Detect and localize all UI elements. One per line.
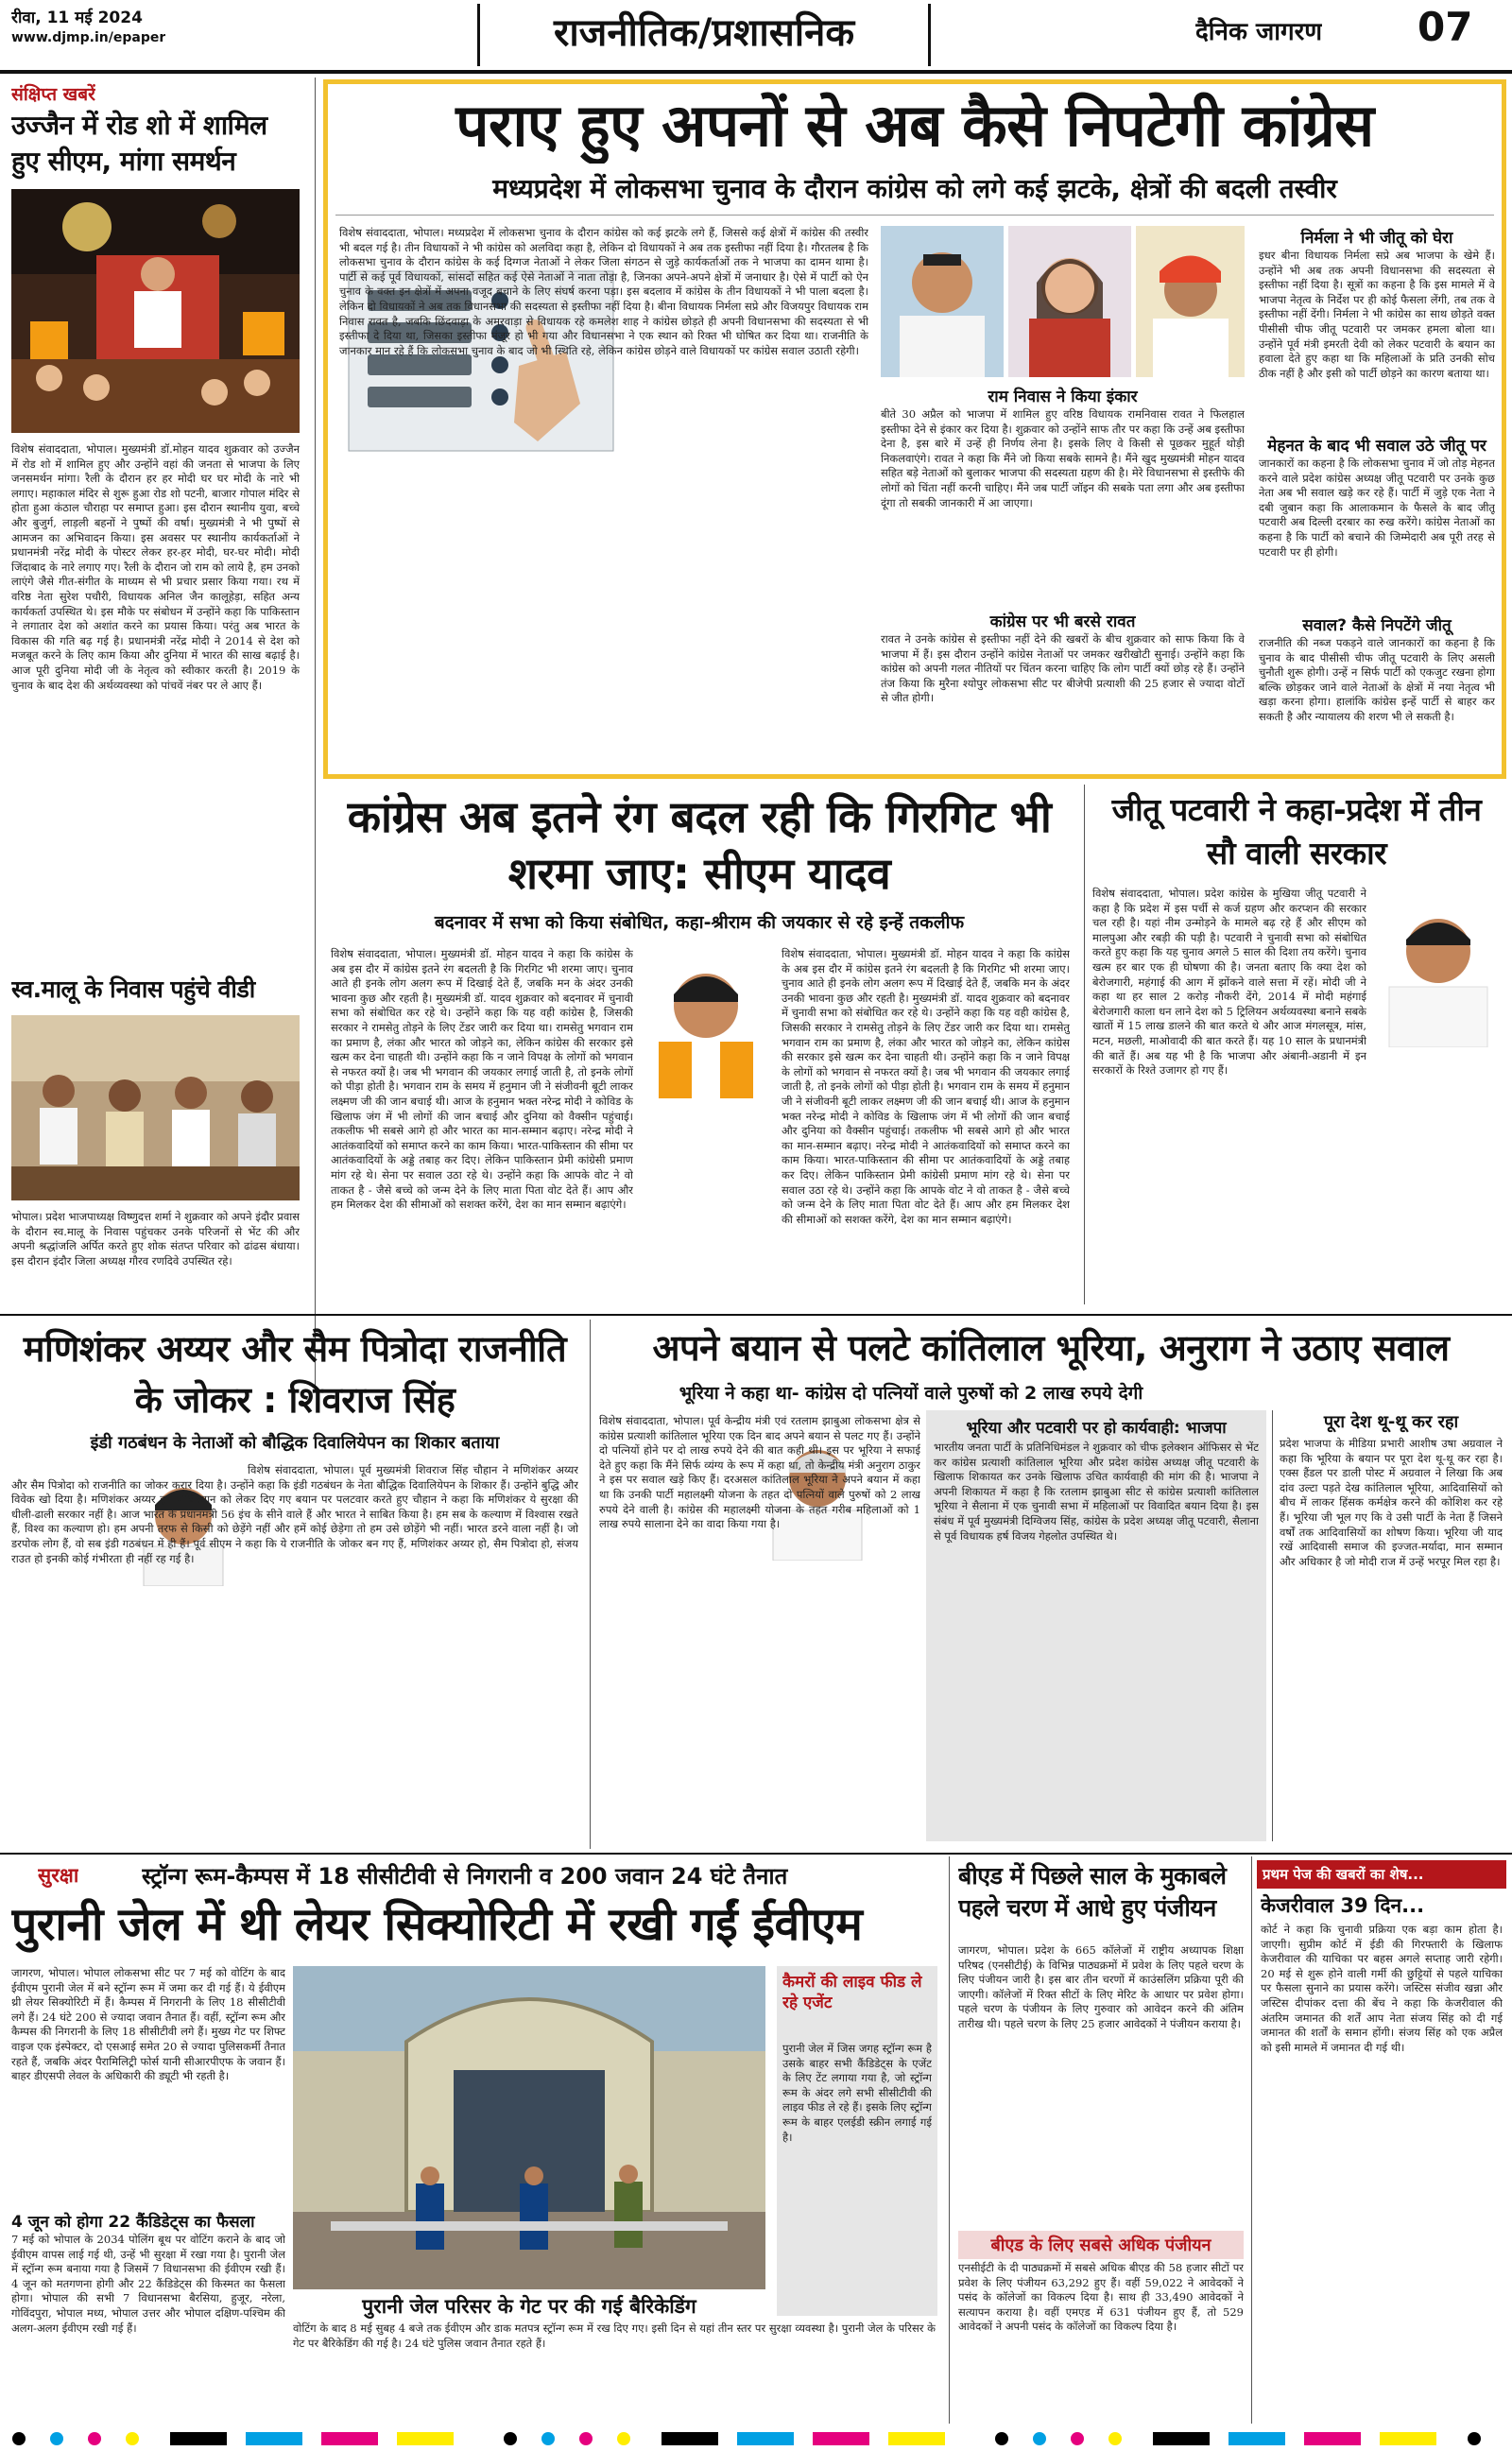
masthead-rule: [0, 70, 1512, 74]
row-rule-2: [0, 1853, 1512, 1855]
shivraj-story: [0, 1320, 586, 1849]
bhuria-side-body: प्रदेश भाजपा के मीडिया प्रभारी आशीष उषा अग्रवाल ने कहा कि भूरिया के बयान पर पूरा देश थू-थू कर रहा है। एक्स हैंडल पर डाली पोस्ट में अग्रवाल ने लिखा कि अब दांव उल्टा पड़ते देख कांतिलाल भूरिया, आदिवासियों को बीच में लाकर हिंसक कर्मक्षेत्र करने की कोशिश कर रहे हैं। भूरिया जी भूल गए कि वे उसी पार्टी के नेता हैं जिसने वर्षों तक आदिवासियों का शोषण किया। भूरिया जी याद रखें आदिवासी समाज की इज्जत-मर्यादा, मान सम्मान और अधिकार है जो मोदी राज में उन्हें भरपूर मिल रहा है।: [1280, 1437, 1503, 1568]
cm-body-continued: [782, 947, 1070, 1306]
bed-story: [954, 1856, 1247, 2424]
lead-col1-text: विशेष संवाददाता, भोपाल। मध्यप्रदेश में लोकसभा चुनाव के दौरान कांग्रेस को कई झटके लगे हैं, जिससे कई क्षेत्रों में कांग्रेस की तस्वीर भी बदल गई है। तीन विधायकों ने भी कांग्रेस को अलविदा कहा है, लेकिन दो विधायकों ने अब तक इस्तीफा नहीं दिया है। गौरतलब है कि लोकसभा चुनाव के दौरान कांग्रेस के कई दिग्गज नेताओं ने लेकर जिला संगठन से जुड़े कार्यकर्ताओं तक ने भाजपा का दामन थामा है। पार्टी से कई पूर्व विधायकों, सांसदों सहित कई ऐसे नेताओं ने नाता तोड़ा है, जिनका अपने-अपने क्षेत्रों में जनाधार है। ऐसे में पार्टी को ऐन चुनाव के वक्त इन क्षेत्रों में अपना वजूद बचाने के लिए संघर्ष करना पड़ा। इस बदलाव में कांग्रेस के तीन विधायकों ने भी पाला बदला है। लेकिन दो विधायकों ने अब तक विधानसभा की सदस्यता से इस्तीफा नहीं दिया है। बीना विधायक निर्मला सप्रे और विजयपुर विधायक राम निवास रावत है, जबकि छिंदवाड़ा के अमरवाड़ा से विधायक रहे कमलेश शाह ने कांग्रेस छोड़ते ही अपनी विधानसभा की सदस्यता से भी इस्तीफा दे दिया था, जिसका इस्तीफा मंजूर हो भी गया और विधानसभा ने एक स्थान को रिक्त भी घोषित कर दिया था। राजनीति के जानकार मान रहे हैं कि लोकसभा चुनाव के बाद जो भी स्थिति रहे, लेकिन कांग्रेस छोड़ने वाले विधायकों पर कांग्रेस सवाल उठाती रहेगी।: [339, 226, 868, 357]
ramnivas-photo: [881, 226, 1004, 377]
lead-col3-head2: मेहनत के बाद भी सवाल उठे जीतू पर: [1267, 437, 1486, 456]
malu-photo: [11, 1015, 300, 1200]
kejriwal-body: कोर्ट ने कहा कि चुनावी प्रक्रिया एक बड़ा काम होता है। जाएगी। सुप्रीम कोर्ट में ईडी की गिरफ्तारी के खिलाफ केजरीवाल की याचिका पर बहस अगले सप्ताह जारी रहेगी। 20 मई से शुरू होने वाली गर्मी की छुट्टियों से पहले याचिका पर फैसला सुनाने का प्रयास करेंगे। जस्टिस संजीव खन्ना और जस्टिस दीपांकर दत्ता की बेंच ने कहा कि केजरीवाल की अंतरिम जमानत की शर्तें आप नेता संजय सिंह को दी गई जमानत की शर्तों के समान होंगी। संजय सिंह को एक अप्रैल को इसी मामले में जमानत दी गई थी।: [1261, 1923, 1503, 2054]
camera-box: [777, 1966, 937, 2316]
masthead-date: रीवा, 11 मई 2024: [11, 9, 143, 27]
lead-headline: पराए हुए अपनों से अब कैसे निपटेगी कांग्रेस: [455, 91, 1374, 160]
bed-body: जागरण, भोपाल। प्रदेश के 665 कॉलेजों में राष्ट्रीय अध्यापक शिक्षा परिषद (एनसीटीई) के विभिन्न पाठ्यक्रमों में प्रवेश के लिए पहले चरण के लिए पंजीयन जारी है। इस बार तीन चरणों में काउंसलिंग प्रक्रिया पूरी की जाएगी। कॉलेजों में रिक्त सीटों के लिए मेरिट के आधार पर प्रवेश होगा। पहले चरण के पंजीयन के लिए गुरुवार को आवेदन करने की अंतिम तारीख थी। पहले चरण के लिए 25 हजार आवेदकों ने पंजीयन कराया है।: [958, 1943, 1244, 2030]
jitu-photo: [1372, 889, 1504, 1047]
masthead-site: www.djmp.in/epaper: [11, 30, 166, 45]
lead-col2-body2: रावत ने उनके कांग्रेस से इस्तीफा नहीं देने की खबरों के बीच शुक्रवार को साफ किया कि वे भाजपा में हैं। इस दौरान उन्होंने कांग्रेस नेताओं पर जमकर खरीखोटी सुनाई। उन्होंने कहा कि कांग्रेस को अपनी गलत नीतियों पर चिंतन करना चाहिए कि लोग पार्टी क्यों छोड़ रहे हैं। उन्होंने तंज किया कि मुरैना श्योपुर लोकसभा सीट पर बीजेपी प्रत्याशी की 25 हजार से ज्यादा वोटों से जीत होगी।: [881, 632, 1245, 705]
shivraj-headline: मणिशंकर अय्यर और सैम पित्रोदा राजनीति के जोकर : शिवराज सिंह: [23, 1328, 567, 1421]
shivraj-rule: [590, 1320, 591, 1849]
bhuria-box-body: भारतीय जनता पार्टी के प्रतिनिधिमंडल ने शुक्रवार को चीफ इलेक्शन ऑफिसर से भेंट कर कांग्रेस प्रत्याशी कांतिलाल भूरिया और प्रदेश कांग्रेस अध्यक्ष जीतू पटवारी के खिलाफ शिकायत कर उनके खिलाफ उचित कार्यवाही की मांग की है। भाजपा ने अपनी शिकायत में कहा है कि रतलाम झाबुआ सीट से कांग्रेस प्रत्याशी कांतिलाल भूरिया ने सैलाना में एक चुनावी सभा में महिलाओं पर विवादित बयान दिया है। इस संबंध में पूर्व मुख्यमंत्री दिग्विजय सिंह, कांग्रेस के प्रदेश अध्यक्ष जीतू पटवारी, सैलाना से पूर्व विधायक हर्ष विजय गेहलोत उपस्थित थे।: [934, 1441, 1259, 1543]
kamlesh-photo: [1136, 226, 1245, 377]
briefs-label: संक्षिप्त खबरें: [11, 84, 95, 105]
lead-col3-head1: निर्मला ने भी जीतू को घेरा: [1300, 229, 1453, 248]
lead-col3-body1: इधर बीना विधायक निर्मला सप्रे अब भाजपा के खेमे हैं। उन्होंने भी अब तक अपनी विधानसभा की सदस्यता से इस्तीफा नहीं दिया है। सूत्रों का कहना है कि इस मामले में वे भाजपा नेतृत्व के निर्देश पर ही कोई फैसला लेंगी, तब तक वे इस्तीफा नहीं देंगी। निर्मला ने भी कांग्रेस का साथ छोड़ते वक्त पीसीसी चीफ जीतू पटवारी पर जमकर हमला बोला था। उन्होंने पूर्व मंत्री इमरती देवी को लेकर पटवारी के बयान का हवाला देते हुए कहा था कि महिलाओं के प्रति उनकी सोच ठीक नहीं है और इसी को पार्टी छोड़ने का कारण बताया था।: [1259, 249, 1495, 380]
kejriwal-label: प्रथम पेज की खबरों का शेष...: [1257, 1860, 1506, 1889]
shivraj-subhead: इंडी गठबंधन के नेताओं को बौद्धिक दिवालियेपन का शिकार बताया: [90, 1433, 500, 1453]
cm-subhead: बदनावर में सभा को किया संबोधित, कहा-श्रीराम की जयकार से रहे इन्हें तकलीफ: [434, 912, 965, 933]
bhuria-box-head: भूरिया और पटवारी पर हो कार्यवाही: भाजपा: [966, 1419, 1227, 1438]
evm-body: जागरण, भोपाल। भोपाल लोकसभा सीट पर 7 मई को वोटिंग के बाद ईवीएम पुरानी जेल में बने स्ट्रॉन्ग रूम में जमा कर दी गई हैं। ये ईवीएम थ्री लेयर सिक्योरिटी में हैं। कैम्पस में निगरानी के लिए 18 सीसीटीवी लगे हैं। 24 घंटे 200 से ज्यादा जवान तैनात हैं। वहीं, स्ट्रॉन्ग रूम और कैम्पस की निगरानी के लिए 18 सीसीटीवी लगे हैं। मुख्य गेट पर शिफ्ट वाइज एक इंस्पेक्टर, दो एसआई समेत 20 से ज्यादा पुलिसकर्मी तैनात रहते हैं, जबकि अंदर पैरामिलिट्री फोर्स यानी सीआरपीएफ के जवान हैं। बाहर डीएसपी लेवल के अधिकारी की ड्यूटी भी रहती है।: [11, 1966, 285, 2083]
jitu-story: [1089, 785, 1506, 1314]
evm-headline: पुरानी जेल में थी लेयर सिक्योरिटी में रखी गईं ईवीएम: [11, 1898, 863, 1951]
cm-story: [323, 785, 1079, 1314]
jitu-body: विशेष संवाददाता, भोपाल। प्रदेश कांग्रेस के मुखिया जीतू पटवारी ने कहा है कि प्रदेश में इस पर्ची से कर्ज ग्रहण और करप्शन की सरकार चल रही है। यहां नीम उन्मोड़ने के मामले बढ़ रहे हैं और सीएम को मालपुआ और रबड़ी की पड़ी है। पटवारी ने चुनावी सभा को संबोधित करते हुए कहा कि यह चुनाव अगले 5 साल की दिशा तय करेंगे। चुनाव खत्म हर बार एक ही घोषणा की है। जनता बताए कि क्या देश को बेरोजगारी, महंगाई की आग में झोंकने वाले सत्ता में रहें। मोदी जी ने कहा था हर साल 2 करोड़ नौकरी देंगे, 2014 में मोदी महंगाई बेरोजगारी काला धन लाने देश को 5 ट्रिलियन अर्थव्यवस्था बनाने सबके खातों में 15 लाख डालने की बात करते थे और आज मंगलसूत्र, मांस, मटन, मछली, माओवादी की बात करते हैं। यह 10 साल के प्रधानमंत्री की बातें हैं। अब यह भी है कि भाजपा और अंबानी-अडानी में इन सरकारों के रिश्ते उजागर हो गए हैं।: [1092, 887, 1366, 1078]
lead-col2-body1: बीते 30 अप्रैल को भाजपा में शामिल हुए वरिष्ठ विधायक रामनिवास रावत ने फिलहाल इस्तीफा देने से इंकार कर दिया है। शुक्रवार को उन्होंने साफ तौर पर कहा कि उन्हें अब इस्तीफा देना है, इस बारे में उन्हें ही निर्णय लेना है। इसके लिए वे किसी से पूछकर मुहूर्त थोड़ी निकलवाएंगे। रावत ने कहा कि मैंने जो किया सबके सामने है। मैंने खुद मुख्यमंत्री मोहन यादव सहित बड़े नेताओं को बुलाकर भाजपा की सदस्यता ग्रहण की है। मेरे विधानसभा से इस्तीफे की लोगों को चिंता नहीं करनी चाहिए। मैंने जब पार्टी जॉइन की सबके पता लगा और अब इस्तीफा दूंगा तो सबकी जानकारी में आ जाएगा।: [881, 407, 1245, 509]
evm-label: सुरक्षा: [38, 1864, 79, 1887]
evm-sub2: 4 जून को होगा 22 कैंडिडेट्स का फैसला: [11, 2213, 255, 2232]
cm-body-cont-text: विशेष संवाददाता, भोपाल। मुख्यमंत्री डॉ. मोहन यादव ने कहा कि कांग्रेस के अब इस दौर में कांग्रेस इतने रंग बदलती है कि गिरगिट भी शरमा जाए। चुनाव आते ही इनके लोग अलग रूप में दिखाई देते हैं, जबकि मन के अंदर उनकी भावना कुछ और रहती है। मुख्यमंत्री डॉ. यादव शुक्रवार को बदनावर में चुनावी सभा को संबोधित कर रहे थे। उन्होंने कहा कि यह वही कांग्रेस है, जिसकी सरकार ने रामसेतु तोड़ने के लिए टेंडर जारी कर दिया था। रामसेतु भगवान राम का प्रमाण है, लंका और भारत को जोड़ने का, लेकिन कांग्रेस की सरकार इसे खत्म कर देना चाहती थी। उन्होंने कहा कि न जाने विपक्ष के लोगों को भगवान से नफरत क्यों है। जब भी भगवान की जयकार लगाई जाती है, तो इनके लोगों को पीड़ा होती है। भगवान राम के समय में हनुमान जी ने संजीवनी बूटी लाकर लक्ष्मण जी की जान बचाई थी। आज के हनुमान भक्त नरेन्द्र मोदी ने कोविड के खिलाफ जंग में भी लोगों की जान बचाई और दुनिया को वैक्सीन पहुंचाई। तकलीफ भी सबसे आगे हो और भारत का मान-सम्मान बढ़ाए। नरेन्द्र मोदी ने आतंकवादियों को समाप्त करने का काम किया। भारत-पाकिस्तान की सीमा पर आतंकवादियों के अड्डे तबाह कर दिए। लेकिन पाकिस्तान प्रेमी कांग्रेसी प्रमाण मांग रहे थे। सेना पर सवाल उठा रहे थे। उन्होंने कहा कि आपके वोट ने वो ताकत है - जैसे बच्चे को जन्म देने के लिए माता पिता वोट देते हैं। आप और हम मिलकर देश की सीमाओं को सशक्त करेंगे, देश का मान सम्मान बढ़ाएंगे।: [782, 947, 1070, 1226]
mid-rule: [1084, 785, 1085, 1304]
lead-rule: [335, 215, 1494, 216]
bhuria-story: [595, 1320, 1506, 1849]
bed-rule: [1251, 1856, 1252, 2424]
lead-story: [323, 79, 1506, 779]
cm-photo: [640, 947, 772, 1098]
jitu-headline: जीतू पटवारी ने कहा-प्रदेश में तीन सौ वाली सरकार: [1111, 791, 1482, 872]
lead-col3-body2: जानकारों का कहना है कि लोकसभा चुनाव में जो तोड़ मेहनत करने वाले प्रदेश कांग्रेस अध्यक्ष जीतू पटवारी पर उनके कुछ नेता अब भी सवाल खड़े कर रहे हैं। पार्टी में जुड़े एक नेता ने दबी जुबान कहा कि आलाकमान के फैसले के बाद जीतू पटवारी अब दिल्ली दरबार का रुख करेंगे। कांग्रेस नेताओं का कहना है कि पार्टी को बचाने की जिम्मेदारी अब पूरी तरह से पटवारी पर ही होगी।: [1259, 457, 1495, 559]
left-column-rule: [315, 78, 316, 1391]
row-rule-1: [0, 1314, 1512, 1316]
page-number: 07: [1418, 4, 1473, 50]
kejriwal-headline: केजरीवाल 39 दिन...: [1261, 1894, 1425, 1917]
jail-gate-caption: पुरानी जेल परिसर के गेट पर की गई बैरिकेडिंग: [362, 2295, 696, 2318]
lead-col2-head1: राम निवास ने किया इंकार: [988, 388, 1138, 406]
section-title: [477, 4, 931, 66]
evm-story: [0, 1856, 945, 2424]
evm-body2: 7 मई को भोपाल के 2034 पोलिंग बूथ पर वोटिंग कराने के बाद जो ईवीएम वापस लाई गई थी, उन्हें भी सुरक्षा में रखा गया है। पुरानी जेल में स्ट्रॉन्ग रूम बनाया गया है जिसमें 7 विधानसभा की ईवीएम रखी हैं। 4 जून को मतगणना होगी और 22 कैंडिडेट्स की किस्मत का फैसला होगा। भोपाल की सभी 7 विधानसभा बैरसिया, हुजूर, नरेला, गोविंदपुरा, भोपाल मध्य, भोपाल उत्तर और भोपाल दक्षिण-पश्चिम की अलग-अलग ईवीएम रखी गई हैं।: [11, 2233, 285, 2335]
bed-headline: बीएड में पिछले साल के मुकाबले पहले चरण में आधे हुए पंजीयन: [958, 1862, 1227, 1922]
lead-col3-body3: राजनीति की नब्ज पकड़ने वाले जानकारों का कहना है कि चुनाव के बाद पीसीसी चीफ जीतू पटवारी के लिए असली चुनौती शुरू होगी। उन्हें न सिर्फ पार्टी को एकजुट रखना होगा बल्कि छोड़कर जाने वाले नेताओं के क्षेत्रों में नया नेतृत्व भी खड़ा करना होगा। हालांकि कांग्रेस इन्हें पार्टी से बाहर कर सकती है और न्यायालय की शरण भी ले सकती है।: [1259, 636, 1495, 723]
jail-gate-photo: [293, 1966, 765, 2289]
bhuria-body: विशेष संवाददाता, भोपाल। पूर्व केन्द्रीय मंत्री एवं रतलाम झाबुआ लोकसभा क्षेत्र से कांग्रेस प्रत्याशी कांतिलाल भूरिया एक दिन बाद अपने बयान से पलट गए हैं। उन्होंने दो पत्नियों होने पर दो लाख रुपये देने की बात कही थी। इस पर भूरिया ने सफाई देते हुए कहा कि मैंने सिर्फ व्यंग्य के रूप में कहा था, तो केन्द्रीय मंत्री अनुराग ठाकुर ने इस पर सवाल खड़े किए हैं। दरअसल कांतिलाल भूरिया ने अपने बयान में कहा था कि उनकी पार्टी महालक्ष्मी योजना के तहत दो पत्नियों वाले पुरुषों को 2 लाख रुपये देने वाली है। कांग्रेस की महालक्ष्मी योजना के तहत गरीब महिलाओं को 1 लाख रुपये सालाना देने का वादा किया गया है।: [599, 1414, 920, 1531]
cm-headline: कांग्रेस अब इतने रंग बदल रही कि गिरगिट भी शरमा जाए: सीएम यादव: [347, 791, 1052, 899]
nirmala-photo: [1008, 226, 1131, 377]
bhuria-side-head: पूरा देश थू-थू कर रहा: [1323, 1412, 1459, 1432]
jail-gate-text: वोटिंग के बाद 8 मई सुबह 4 बजे तक ईवीएम और डाक मतपत्र स्ट्रॉन्ग रूम में रख दिए गए। इसी दिन से यहां तीन स्तर पर सुरक्षा व्यवस्था है। पुरानी जेल के परिसर के गेट पर बैरिकेडिंग की गई है। 24 घंटे पुलिस जवान तैनात रहते हैं।: [293, 2322, 936, 2350]
camera-box-head: कैमरों की लाइव फीड ले रहे एजेंट: [782, 1973, 922, 2012]
lead-col2-head2: कांग्रेस पर भी बरसे रावत: [989, 613, 1136, 631]
camera-box-body: पुरानी जेल में जिस जगह स्ट्रॉन्ग रूम है उसके बाहर सभी कैंडिडेट्स के एजेंट के लिए टेंट लगाया गया है, जो स्ट्रॉन्ग रूम के अंदर लगे सभी सीसीटीवी की लाइव फीड ले रहे हैं। इसके लिए स्ट्रॉन्ग रूम के बाहर एलईडी स्क्रीन लगाई गई है।: [782, 2042, 932, 2144]
brief2-headline: स्व.मालू के निवास पहुंचे वीडी: [11, 975, 255, 1003]
briefs-column: [0, 78, 312, 985]
evm-kicker: स्ट्रॉन्ग रूम-कैम्पस में 18 सीसीटीवी से निगरानी व 200 जवान 24 घंटे तैनात: [142, 1863, 788, 1890]
masthead: [0, 0, 1512, 76]
bhuria-side-rule: [1272, 1410, 1273, 1841]
registration-bar: [0, 2427, 1512, 2451]
lead-subhead: मध्यप्रदेश में लोकसभा चुनाव के दौरान कांग्रेस को लगे कई झटके, क्षेत्रों की बदली तस्वीर: [492, 173, 1337, 204]
shivraj-body: विशेष संवाददाता, भोपाल। पूर्व मुख्यमंत्री शिवराज सिंह चौहान ने मणिशंकर अय्यर और सैम पित्रोदा को राजनीति का जोकर करार दिया है। उन्होंने कहा कि इंडी गठबंधन के नेता बौद्धिक दिवालियेपन के शिकार हैं। उन्होंने बुद्धि और विवेक खो दिया है। मणिशंकर अय्यर हम पाकिस्तान को लेकर दिए गए बयान पर पलटवार करते हुए चौहान ने कहा कि मणिशंकर ये सुरक्षा की धीली-ढाली सरकार नहीं है। आज भारत के प्रधानमंत्री 56 इंच के सीने वाले हैं और भारत ने साबित किया है। हम सब के कल्याण में विश्वास रखते हैं, विश्व का कल्याण हो। हम अपनी तरफ से किसी को छेड़ेंगे नहीं और हमें कोई छेड़ेगा तो हम उसे छोड़ेंगे भी नहीं। भारत डरने वाला नहीं है। जो डरपोक लोग हैं, वो सब इंडी गठबंधन में ही हैं। पूर्व सीएम ने कहा कि ये राजनीति के जोकर बन गए हैं, मणिशंकर अय्यर हो, सैम पित्रोदा हो, संजय राउत हो इनकी कोई गंभीरता ही नहीं रह गई है।: [11, 1463, 578, 1565]
roadshow-photo: [11, 189, 300, 433]
brief1-body: विशेष संवाददाता, भोपाल। मुख्यमंत्री डॉ.मोहन यादव शुक्रवार को उज्जैन में रोड शो में शामिल हुए और उन्होंने वहां की जनता से भाजपा के लिए जनसमर्थन मांगा। रैली के दौरान हर हर मोदी घर घर मोदी के नारे भी लगाए। महाकाल मंदिर से शुरू हुआ रोड शो पटनी, बाजार गोपाल मंदिर से होता हुआ कंठाल चौराहा पर समाप्त हुआ। इस दौरान स्थानीय युवा, बच्चे और बुजुर्ग, लाड़ली बहनों ने पुष्पों की वर्षा। मुख्यमंत्री ने भी पुष्पों से आमजन का अभिवादन किया। इस अवसर पर स्थानीय कार्यकर्ताओं ने प्रधानमंत्री नरेंद्र मोदी के पोस्टर लेकर हर-हर मोदी, घर-घर मोदी। मोदी जिंदाबाद के नारे लगाए गए। रैली के दौरान जो राम को लाये है, हम उनको लाएंगे जैसे गीत-संगीत के माध्यम से भी प्रचार प्रसार किया गया। रथ में वरिष्ठ नेता सुरेश पचौरी, विधायक अनिल जैन कालूहेड़ा, सहित अन्य कार्यकर्ता उपस्थित थे। इस मौके पर संबोधन में उन्होंने कहा कि पाकिस्तान ने लगातार देश को अशांत करने का प्रयास किया। परंतु अब भारत के विकास की गति बढ़ गई है। प्रधानमंत्री नरेंद्र मोदी ने 2014 से देश को मजबूत करने के लिए काम किया और दुनिया में भारत की साख बढ़ाई है। आज पूरी दुनिया मोदी जी के नेतृत्व को स्वीकार करती है। 2019 के चुनाव के बाद देश की अर्थव्यवस्था को पांचवें नंबर पर ले आए हैं।: [11, 442, 300, 692]
bhuria-box: [926, 1410, 1266, 1841]
bhuria-headline: अपने बयान से पलटे कांतिलाल भूरिया, अनुराग ने उठाए सवाल: [652, 1327, 1450, 1369]
lead-col3-head3: सवाल? कैसे निपटेंगे जीतू: [1302, 616, 1452, 635]
section-title-text: राजनीतिक/प्रशासनिक: [553, 11, 855, 55]
brief1-headline: उज्जैन में रोड शो में शामिल हुए सीएम, मांगा समर्थन: [11, 110, 267, 177]
cm-body: विशेष संवाददाता, भोपाल। मुख्यमंत्री डॉ. मोहन यादव ने कहा कि कांग्रेस के अब इस दौर में कांग्रेस इतने रंग बदलती है कि गिरगिट भी शरमा जाए। चुनाव आते ही इनके लोग अलग रूप में दिखाई देते हैं, जबकि मन के अंदर उनकी भावना कुछ और रहती है। मुख्यमंत्री डॉ. यादव शुक्रवार को बदनावर में चुनावी सभा को संबोधित कर रहे थे। उन्होंने कहा कि यह वही कांग्रेस है, जिसकी सरकार ने रामसेतु तोड़ने के लिए टेंडर जारी कर दिया था। रामसेतु भगवान राम का प्रमाण है, लंका और भारत को जोड़ने का, लेकिन कांग्रेस की सरकार इसे खत्म कर देना चाहती थी। उन्होंने कहा कि न जाने विपक्ष के लोगों को भगवान से नफरत क्यों है। जब भी भगवान की जयकार लगाई जाती है, तो इनके लोगों को पीड़ा होती है। भगवान राम के समय में हनुमान जी ने संजीवनी बूटी लाकर लक्ष्मण जी की जान बचाई थी। आज के हनुमान भक्त नरेन्द्र मोदी ने कोविड के खिलाफ जंग में भी लोगों की जान बचाई और दुनिया को वैक्सीन पहुंचाई। तकलीफ भी सबसे आगे हो और भारत का मान-सम्मान बढ़ाए। नरेन्द्र मोदी ने आतंकवादियों को समाप्त करने का काम किया। भारत-पाकिस्तान की सीमा पर आतंकवादियों के अड्डे तबाह कर दिए। लेकिन पाकिस्तान प्रेमी कांग्रेसी प्रमाण मांग रहे थे। सेना पर सवाल उठा रहे थे। उन्होंने कहा कि आपके वोट ने वो ताकत है - जैसे बच्चे को जन्म देने के लिए माता पिता वोट देते हैं। आप और हम मिलकर देश की सीमाओं को सशक्त करेंगे, देश का मान सम्मान बढ़ाएंगे।: [331, 947, 633, 1212]
evm-rule: [949, 1856, 950, 2424]
bed-body2: एनसीईटी के दी पाठ्यक्रमों में सबसे अधिक बीएड की 58 हजार सीटों पर प्रवेश के लिए पंजीयन 63,292 हुए हैं। वहीं 59,022 ने आवेदकों ने पसंद के कॉलेजों का विकल्प दिया है। साथ ही 33,490 आवेदकों ने सत्यापन कराया है। वहीं एमएड में 631 पंजीयन हुए हैं, तो 529 आवेदकों ने अपनी पसंद के कॉलेजों का विकल्प दिया है।: [958, 2261, 1244, 2334]
brief2-body: भोपाल। प्रदेश भाजपाध्यक्ष विष्णुदत्त शर्मा ने शुक्रवार को अपने इंदौर प्रवास के दौरान स्व.मालू के निवास पहुंचकर उनके परिजनों से भेंट की और अपनी श्रद्धांजलि अर्पित करते हुए शोक संतप्त परिवार को ढांढस बंधाया। इस दौरान इंदौर जिला अध्यक्ष गौरव रणदिवे उपस्थित रहे।: [11, 1210, 300, 1268]
bed-sub2: बीएड के लिए सबसे अधिक पंजीयन: [958, 2231, 1244, 2259]
masthead-paper: दैनिक जागरण: [1195, 18, 1323, 46]
bhuria-subhead: भूरिया ने कहा था- कांग्रेस दो पत्नियों वाले पुरुषों को 2 लाख रुपये देगी: [679, 1383, 1143, 1404]
kejriwal-story: [1257, 1856, 1506, 2424]
